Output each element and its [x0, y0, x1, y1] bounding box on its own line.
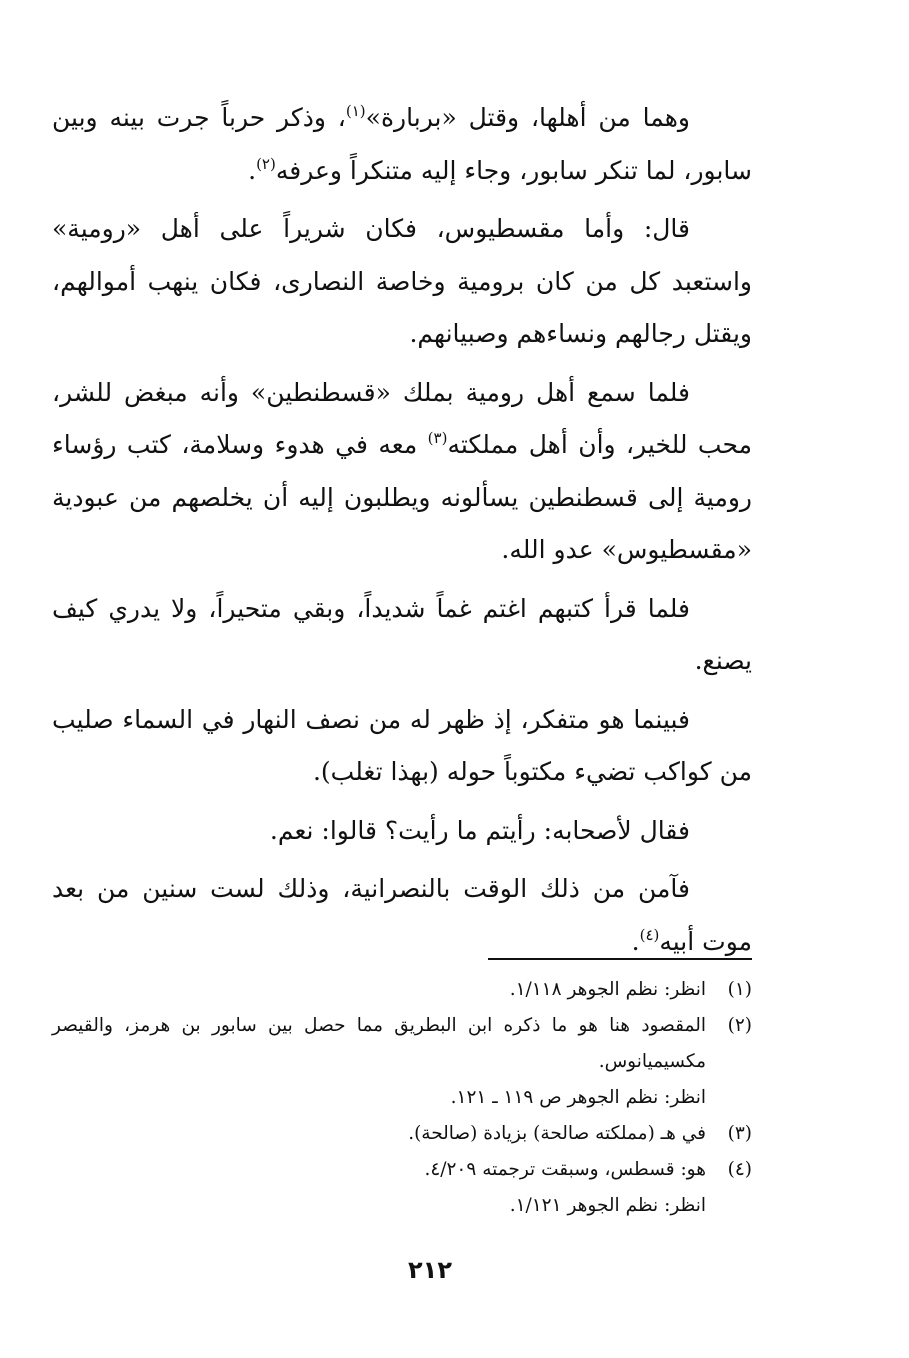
footnote-item: [52, 1152, 752, 1188]
paragraph: قال: وأما مقسطيوس، فكان شريراً على أهل «رومية» واستعبد كل من كان برومية وخاصة النصارى، فكان ينهب أموالهم، ويقتل رجالهم ونساءهم وصبيانهم.: [52, 214, 752, 348]
text-segment: .: [631, 926, 640, 956]
text-segment: فلما سمع أهل رومية بملك «قسطنطين» وأنه مبغض للشر، محب للخير، وأن أهل مملكته: [52, 377, 753, 459]
paragraph: فبينما هو متفكر، إذ ظهر له من نصف النهار في السماء صليب من كواكب تضيء مكتوباً حوله (بهذا تغلب).: [52, 704, 752, 786]
text-segment: فآمن من ذلك الوقت بالنصرانية، وذلك لست سنين من بعد موت أبيه: [52, 874, 752, 956]
text-segment: وهما من أهلها، وقتل «بربارة»: [365, 103, 690, 132]
text-segment: ، وذكر حرباً جرت بينه وبين سابور، لما تنكر سابور، وجاء إليه متنكراً وعرفه: [52, 103, 752, 185]
text-segment: معه في هدوء وسلامة، كتب رؤساء رومية إلى قسطنطين يسألونه ويطلبون إليه أن يخلصهم من عبودية «مقسطيوس» عدو الله.: [52, 430, 752, 564]
footnote-divider: [488, 958, 752, 960]
footnote-item: [52, 1116, 752, 1152]
footnote-reference: انظر: نظم الجوهر ص ١١٩ ـ ١٢١.: [450, 1087, 706, 1108]
footnote-marker: (٢): [256, 154, 276, 173]
footnote-marker: (١): [345, 102, 366, 120]
footnote-text: المقصود هنا هو ما ذكره ابن البطريق مما حصل بين سابور بن هرمز، والقيصر مكسيميانوس.: [52, 1015, 706, 1072]
main-text: [52, 92, 752, 968]
footnote-number: (٣): [727, 1123, 752, 1144]
footnote-number: (١): [727, 979, 752, 1000]
footnote-number: (٢): [727, 1015, 752, 1036]
footnote-item: [52, 1008, 752, 1080]
paragraph: فقال لأصحابه: رأيتم ما رأيت؟ قالوا: نعم.: [269, 815, 690, 845]
footnote-text: في هـ (مملكته صالحة) بزيادة (صالحة).: [408, 1123, 706, 1144]
footnote-text: هو: قسطس، وسبقت ترجمته ٤/٢٠٩.: [424, 1159, 706, 1180]
paragraph: [52, 92, 752, 197]
page-number: ٢١٢: [408, 1256, 452, 1284]
footnotes: [52, 972, 752, 1224]
footnote-number: (٤): [727, 1159, 752, 1180]
footnote-item: [52, 972, 752, 1008]
footnote-marker: (٤): [639, 925, 660, 944]
paragraph: [52, 863, 752, 968]
footnote-text: انظر: نظم الجوهر ١/١١٨.: [509, 979, 706, 1000]
paragraph: [52, 367, 752, 577]
footnote-marker: (٣): [427, 429, 448, 447]
paragraph: فلما قرأ كتبهم اغتم غماً شديداً، وبقي متحيراً، ولا يدري كيف يصنع.: [52, 593, 752, 675]
footnote-reference: انظر: نظم الجوهر ١/١٢١.: [509, 1195, 706, 1216]
text-segment: .: [248, 155, 257, 185]
